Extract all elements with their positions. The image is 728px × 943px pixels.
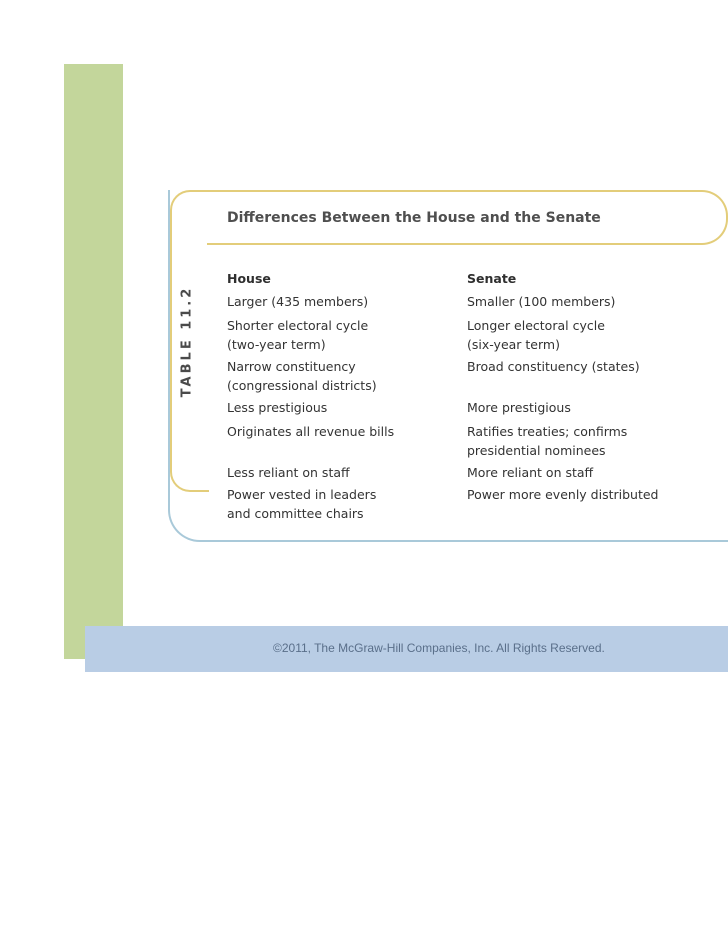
house-cell: (congressional districts)	[227, 378, 377, 393]
senate-cell: Smaller (100 members)	[467, 294, 616, 309]
house-cell: Originates all revenue bills	[227, 424, 395, 439]
table-label-container	[172, 284, 202, 399]
senate-cell: Power more evenly distributed	[467, 487, 659, 502]
senate-cell: Ratifies treaties; confirms	[467, 424, 628, 439]
house-cell: Less reliant on staff	[227, 465, 350, 480]
header-house: House	[227, 271, 271, 286]
house-cell: Shorter electoral cycle	[227, 318, 369, 333]
table-title-box	[207, 190, 728, 245]
green-side-bar	[64, 64, 123, 659]
house-cell: Less prestigious	[227, 400, 328, 415]
senate-cell: Broad constituency (states)	[467, 359, 640, 374]
footer-band	[85, 626, 728, 672]
house-cell: Power vested in leaders	[227, 487, 377, 502]
copyright-notice: ©2011, The McGraw-Hill Companies, Inc. All Rights Reserved.	[273, 641, 605, 655]
senate-cell: More reliant on staff	[467, 465, 594, 480]
senate-cell: (six-year term)	[467, 337, 560, 352]
senate-cell: More prestigious	[467, 400, 571, 415]
house-cell: Narrow constituency	[227, 359, 356, 374]
house-cell: Larger (435 members)	[227, 294, 369, 309]
table-label: TABLE 11.2	[179, 285, 195, 398]
table-title: Differences Between the House and the Senate	[227, 210, 601, 226]
header-senate: Senate	[467, 271, 517, 286]
house-cell: (two-year term)	[227, 337, 326, 352]
house-cell: and committee chairs	[227, 506, 364, 521]
senate-cell: presidential nominees	[467, 443, 606, 458]
senate-cell: Longer electoral cycle	[467, 318, 605, 333]
